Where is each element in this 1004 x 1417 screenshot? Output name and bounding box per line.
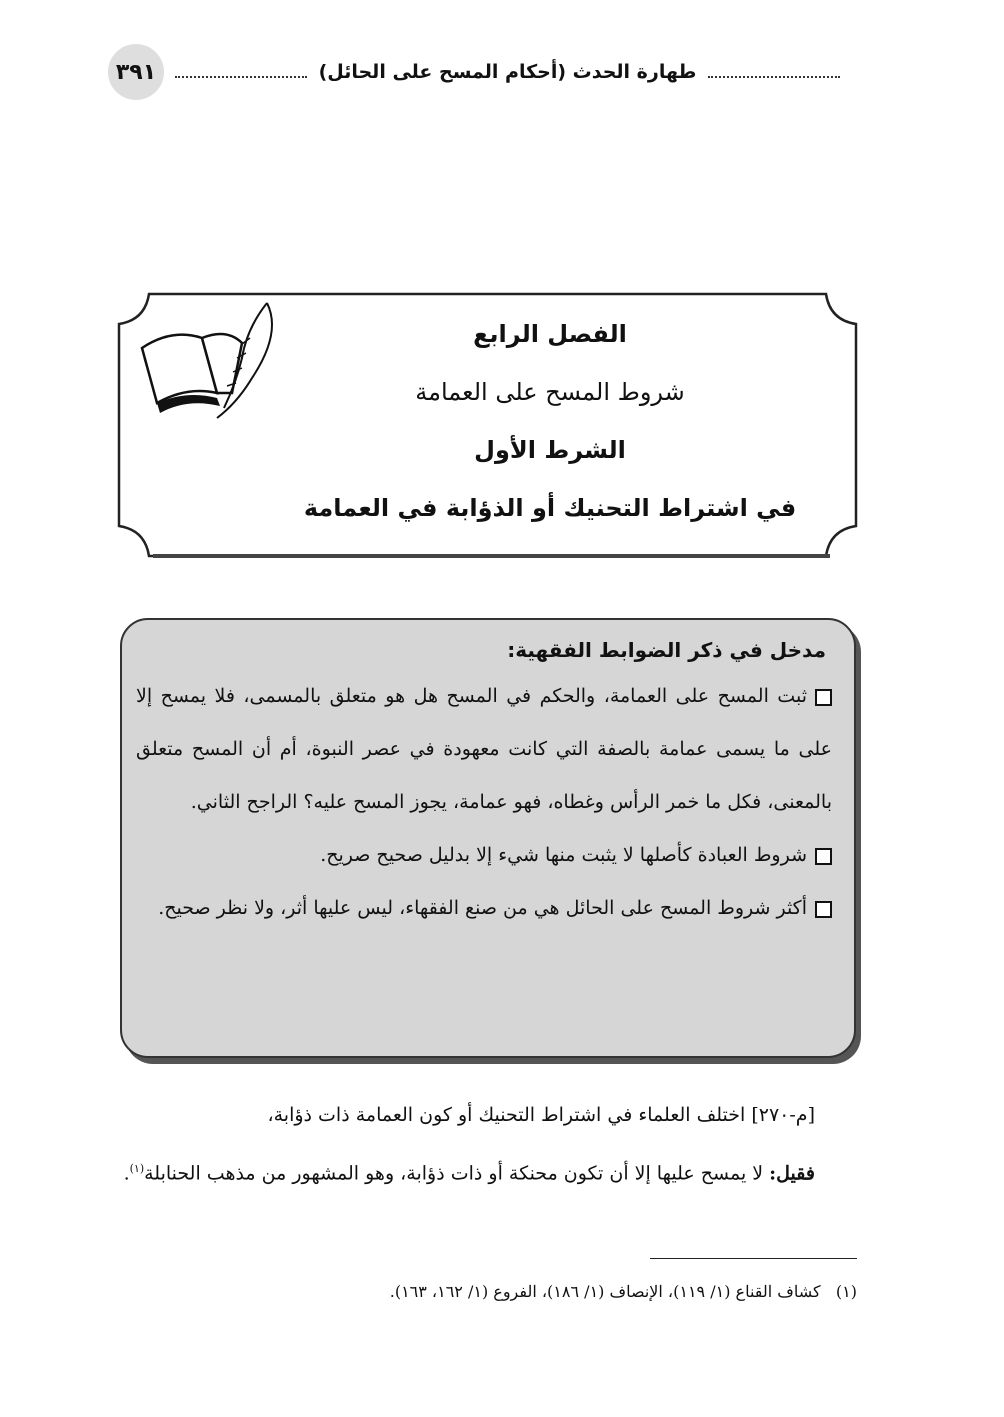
footnote — [140, 1275, 857, 1309]
rule-item: ثبت المسح على العمامة، والحكم في المسح هل هو متعلق بالمسمى، فلا يمسح إلا على ما يسمى عمامة بالصفة التي كانت معهودة في عصر النبوة، أم أن المسح متعلق بالمعنى، فكل ما خمر الرأس وغطاه، فهو عمامة، يجوز المسح عليه؟ الراجح الثاني. — [136, 685, 832, 813]
chapter-title: شروط المسح على العمامة — [415, 378, 685, 406]
paragraph: فقيل: لا يمسح عليها إلا أن تكون محنكة أو ذات ذؤابة، وهو المشهور من مذهب الحنابلة$^{(١)}$. — [123, 1162, 815, 1185]
rules-heading: مدخل في ذكر الضوابط الفقهية: — [507, 638, 826, 662]
header-dots-right — [175, 76, 307, 78]
footnote-number: (١) — [835, 1282, 857, 1301]
running-header — [175, 52, 840, 92]
rule-item: شروط العبادة كأصلها لا يثبت منها شيء إلا بدليل صحيح صريح. — [136, 829, 832, 882]
chapter-number: الفصل الرابع — [473, 320, 627, 348]
body-text — [115, 1088, 857, 1200]
header-dots-left — [708, 76, 840, 78]
paragraph: [م-٢٧٠] اختلف العلماء في اشتراط التحنيك أو كون العمامة ذات ذؤابة، — [267, 1104, 815, 1126]
fiqh-rules-box — [120, 618, 856, 1058]
chapter-title-block — [240, 305, 860, 537]
checkbox-square-icon — [815, 901, 832, 918]
footnote-ref[interactable]: (١) — [129, 1162, 145, 1175]
condition-title: في اشتراط التحنيك أو الذؤابة في العمامة — [303, 494, 797, 522]
condition-number: الشرط الأول — [474, 436, 626, 464]
checkbox-square-icon — [815, 689, 832, 706]
checkbox-square-icon — [815, 848, 832, 865]
rule-item: أكثر شروط المسح على الحائل هي من صنع الفقهاء، ليس عليها أثر، ولا نظر صحيح. — [136, 882, 832, 935]
footnote-text: كشاف القناع (١/ ١١٩)، الإنصاف (١/ ١٨٦)، الفروع (١/ ١٦٢، ١٦٣). — [389, 1282, 821, 1301]
header-title: طهارة الحدث (أحكام المسح على الحائل) — [318, 61, 697, 83]
footnote-divider — [650, 1258, 857, 1259]
page-number: ٣٩١ — [108, 44, 164, 100]
